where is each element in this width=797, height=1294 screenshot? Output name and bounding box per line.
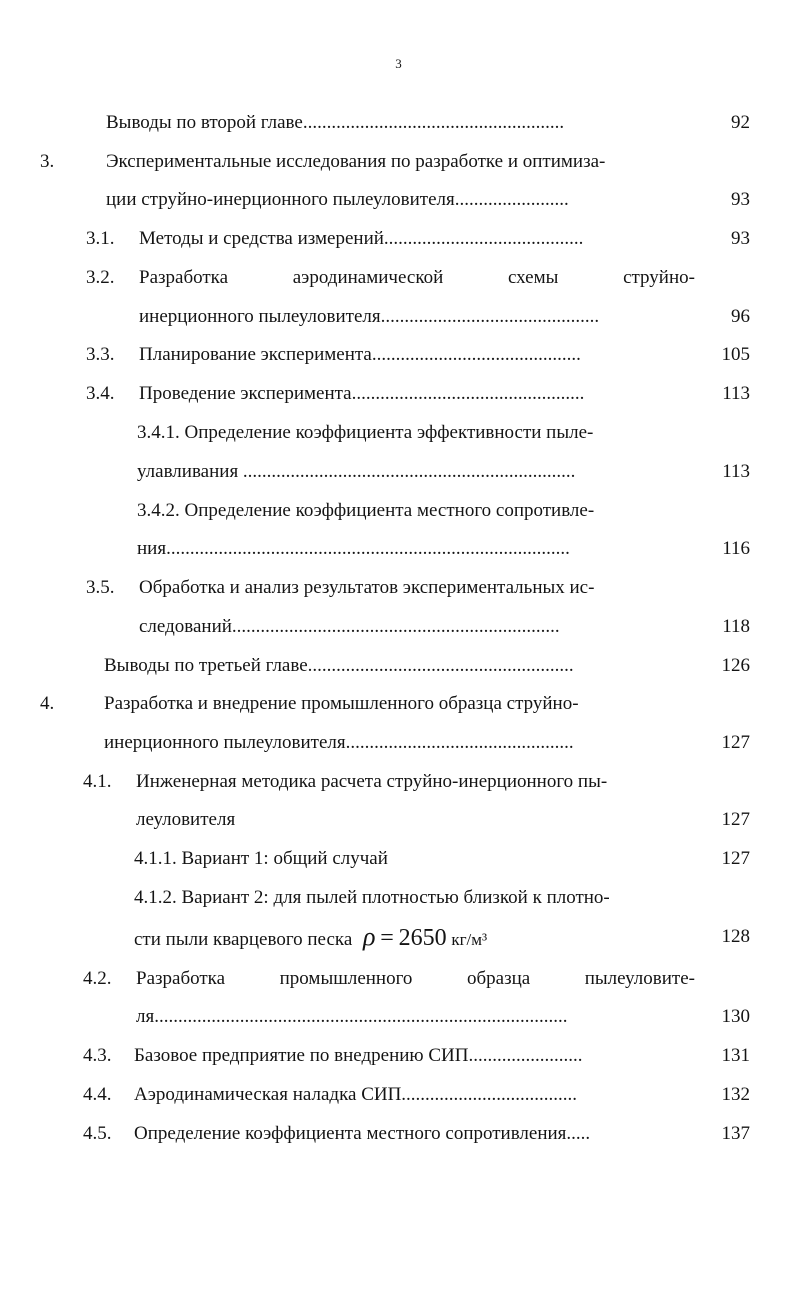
toc-word: аэродинамической	[292, 267, 444, 288]
toc-entry-title: Аэродинамическая наладка СИП.....................................	[134, 1084, 578, 1105]
toc-page-number: 93	[731, 189, 750, 210]
toc-entry-number: 4.3.	[83, 1045, 112, 1066]
toc-page-number: 93	[731, 228, 750, 249]
toc-page-number: 116	[722, 538, 750, 559]
toc-entry-4-4	[0, 1082, 797, 1108]
toc-entry-number: 4.1.	[83, 771, 112, 792]
toc-entry-3-4	[0, 381, 797, 407]
toc-page-number: 113	[722, 383, 750, 404]
toc-entry-chapter4	[0, 691, 797, 717]
toc-entry-title-cont: улавливания ......................................................................	[137, 461, 576, 482]
toc-entry-3-2	[0, 265, 797, 291]
toc-page-number: 132	[721, 1084, 750, 1105]
toc-entry-4-2	[0, 966, 797, 992]
toc-entry-4-1-1	[0, 846, 797, 872]
toc-entry-title: Проведение эксперимента.................................................	[139, 383, 585, 404]
toc-entry-title-cont: ния.....................................................................................	[137, 538, 570, 559]
toc-entry-3-4-2	[0, 498, 797, 524]
toc-entry-title: Базовое предприятие по внедрению СИП........................	[134, 1045, 583, 1066]
toc-entry-number: 3.1.	[86, 228, 115, 249]
toc-entry-number: 4.5.	[83, 1123, 112, 1144]
toc-page-number: 131	[721, 1045, 750, 1066]
toc-word: образца	[466, 968, 531, 989]
formula-unit: кг/м³	[451, 930, 488, 949]
toc-page-number: 105	[721, 344, 750, 365]
toc-entry-title-cont: ции струйно-инерционного пылеуловителя........................	[106, 189, 569, 210]
toc-entry-3-1	[0, 226, 797, 252]
toc-word: Разработка	[136, 968, 226, 989]
toc-entry-title-cont: инерционного пылеуловителя..............................................	[139, 306, 600, 327]
toc-entry-title-cont: леуловителя	[136, 809, 236, 830]
toc-entry-number: 4.4.	[83, 1084, 112, 1105]
toc-entry-title: Планирование эксперимента............................................	[139, 344, 581, 365]
toc-entry-title-cont: следований.....................................................................	[139, 616, 560, 637]
toc-entry-chapter3	[0, 149, 797, 175]
toc-entry-number: 3.3.	[86, 344, 115, 365]
toc-entry-3-2-cont	[0, 304, 797, 330]
toc-entry-title-cont	[134, 924, 487, 953]
toc-word: пылеуловите-	[584, 968, 695, 989]
toc-page-number: 130	[721, 1006, 750, 1027]
toc-entry-chapter3-cont	[0, 187, 797, 213]
toc-entry-title: 4.1.1. Вариант 1: общий случай	[134, 848, 388, 869]
toc-word: схемы	[507, 267, 559, 288]
toc-page-number: 126	[721, 655, 750, 676]
toc-entry-4-2-cont	[0, 1004, 797, 1030]
toc-entry-4-5	[0, 1121, 797, 1147]
toc-entry-chapter3-conclusions	[0, 653, 797, 679]
toc-page-number: 127	[721, 848, 750, 869]
toc-entry-3-5	[0, 575, 797, 601]
toc-page-number: 127	[721, 732, 750, 753]
toc-entry-4-3	[0, 1043, 797, 1069]
toc-entry-title: Инженерная методика расчета струйно-инерционного пы-	[136, 771, 608, 792]
density-formula	[363, 922, 488, 951]
toc-entry-title: 3.4.1. Определение коэффициента эффективности пыле-	[137, 422, 594, 443]
toc-page-number: 137	[721, 1123, 750, 1144]
toc-page-number: 113	[722, 461, 750, 482]
toc-entry-title: Разработка и внедрение промышленного образца струйно-	[104, 693, 579, 714]
toc-entry-3-4-1	[0, 420, 797, 446]
toc-word: струйно-	[623, 267, 695, 288]
toc-entry-number: 3.4.	[86, 383, 115, 404]
toc-entry-3-4-1-cont	[0, 459, 797, 485]
toc-page-number: 96	[731, 306, 750, 327]
toc-entry-title: Выводы по второй главе.......................................................	[106, 112, 565, 133]
toc-entry-title: 4.1.2. Вариант 2: для пылей плотностью близкой к плотно-	[134, 887, 610, 908]
toc-entry-chapter4-cont	[0, 730, 797, 756]
toc-entry-number: 4.	[40, 693, 55, 714]
toc-entry-4-1-2-cont	[0, 924, 797, 950]
toc-entry-number: 3.	[40, 151, 55, 172]
toc-entry-3-5-cont	[0, 614, 797, 640]
toc-entry-number: 4.2.	[83, 968, 112, 989]
toc-entry-chapter2-conclusions	[0, 110, 797, 136]
toc-page-number: 92	[731, 112, 750, 133]
toc-entry-4-1-2	[0, 885, 797, 911]
formula-value: 2650	[398, 925, 447, 951]
toc-entry-title-cont: ля.......................................................................................	[136, 1006, 568, 1027]
toc-word: Разработка	[139, 267, 229, 288]
toc-entry-title: 3.4.2. Определение коэффициента местного сопротивле-	[137, 500, 595, 521]
toc-entry-4-1-cont	[0, 807, 797, 833]
toc-word: промышленного	[279, 968, 413, 989]
toc-entry-3-4-2-cont	[0, 536, 797, 562]
toc-entry-title: Определение коэффициента местного сопротивления.....	[134, 1123, 591, 1144]
toc-page-number: 128	[721, 926, 750, 947]
toc-entry-title-cont: инерционного пылеуловителя................................................	[104, 732, 574, 753]
toc-entry-4-1	[0, 769, 797, 795]
toc-entry-title	[136, 966, 695, 992]
toc-entry-text: сти пыли кварцевого песка	[134, 929, 353, 950]
page-number: 3	[395, 56, 402, 71]
toc-entry-title: Экспериментальные исследования по разработке и оптимиза-	[106, 151, 606, 172]
toc-entry-title: Методы и средства измерений..........................................	[139, 228, 584, 249]
toc-entry-title: Выводы по третьей главе........................................................	[104, 655, 574, 676]
toc-entry-title: Обработка и анализ результатов экспериментальных ис-	[139, 577, 595, 598]
toc-entry-number: 3.2.	[86, 267, 115, 288]
toc-page-number: 127	[721, 809, 750, 830]
rho-symbol: ρ	[363, 922, 376, 951]
toc-entry-number: 3.5.	[86, 577, 115, 598]
toc-entry-title	[139, 265, 695, 291]
formula-equals: =	[380, 925, 394, 951]
toc-page-number: 118	[722, 616, 750, 637]
toc-entry-3-3	[0, 342, 797, 368]
